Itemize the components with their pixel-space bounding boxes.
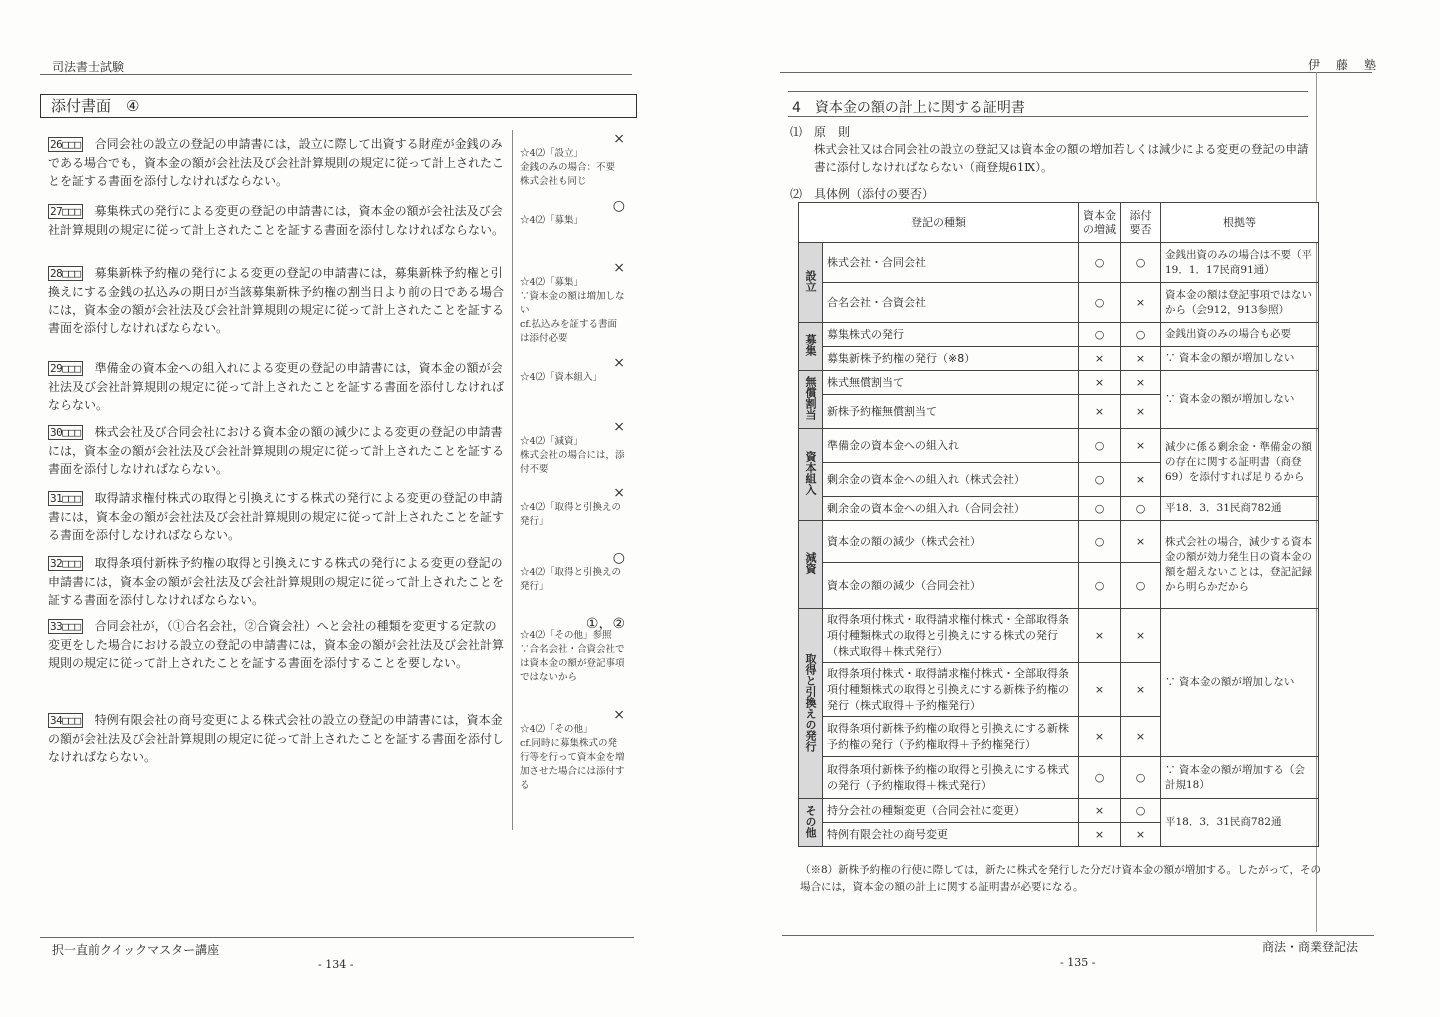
table-row — [799, 323, 1319, 347]
principle-heading: ⑴ 原 則 — [790, 125, 851, 139]
attach-cell: × — [1121, 429, 1161, 463]
principle-text: 株式会社又は合同会社の設立の登記又は資本金の額の増加若しくは減少による変更の登記の申請書に添付しなければならない（商登規61Ⅸ）。 — [814, 142, 1309, 174]
question-item — [48, 135, 508, 190]
col-header-kind: 登記の種類 — [799, 203, 1079, 243]
question-text: 特例有限会社の商号変更による株式会社の設立の登記の申請書には，資本金の額が会社法及び会社計算規則の規定に従って計上されたことを証する書面を添付しなければならない。 — [48, 713, 505, 764]
kind-cell: 新株予約権無償割当て — [823, 395, 1079, 429]
section-title: 添付書面 ④ — [40, 94, 637, 118]
example-heading: ⑵ 具体例（添付の要否） — [790, 187, 935, 201]
attach-cell: ○ — [1121, 799, 1161, 823]
registration-table — [798, 202, 1319, 847]
change-cell: × — [1079, 609, 1121, 663]
answer-note: ☆4⑵「資本組入」 — [520, 372, 603, 383]
answer-note: ☆4⑵「その他」参照 ∵合名会社・合資会社では資本金の額が登記事項ではないから — [520, 630, 625, 683]
attach-cell: × — [1121, 717, 1161, 757]
group-label — [799, 521, 823, 609]
group-label-text: 設立 — [804, 270, 817, 292]
answer-note: ☆4⑵「設立」 金銭のみの場合：不要 株式会社も同じ — [520, 148, 616, 187]
question-number: 30□□□ — [50, 426, 81, 439]
question-item — [48, 359, 508, 414]
question-item — [48, 264, 508, 337]
left-footer-rule — [40, 937, 634, 938]
change-cell: × — [1079, 823, 1121, 847]
attach-cell: ○ — [1121, 497, 1161, 521]
kind-cell: 剰余金の資本金への組入れ（合同会社） — [823, 497, 1079, 521]
left-footer: 択一直前クイックマスター講座 — [52, 943, 220, 957]
kind-cell: 資本金の額の減少（株式会社） — [823, 521, 1079, 563]
attach-cell: × — [1121, 283, 1161, 323]
right-page — [720, 0, 1440, 1017]
answer-note: ☆4⑵「募集」 ∵資本金の額は増加しない cf.払込みを証する書面は添付必要 — [520, 277, 625, 344]
attach-cell: × — [1121, 823, 1161, 847]
basis-cell: 平18．3．31民商782通 — [1161, 497, 1319, 521]
attach-cell: ○ — [1121, 563, 1161, 609]
group-label — [799, 609, 823, 799]
right-header: 伊 藤 塾 — [1308, 58, 1379, 72]
group-label — [799, 323, 823, 371]
kind-cell: 取得条項付新株予約権の取得と引換えにする株式の発行（予約権取得＋株式発行） — [823, 757, 1079, 799]
question-number: 26□□□ — [50, 138, 81, 151]
table-row — [799, 429, 1319, 463]
question-text: 準備金の資本金への組入れによる変更の登記の申請書には，資本金の額が会社法及び会社計算規則の規定に従って計上されたことを証する書面を添付しなければならない。 — [48, 361, 505, 412]
question-number: 29□□□ — [50, 362, 81, 375]
answer-divider — [512, 130, 513, 830]
attach-cell: × — [1121, 663, 1161, 717]
question-text: 株式会社及び合同会社における資本金の額の減少による変更の登記の申請書には，資本金の額が会社法及び会社計算規則の規定に従って計上されたことを証する書面を添付しなければならない。 — [48, 425, 505, 476]
answer-mark: ○ — [612, 550, 625, 566]
basis-cell: 株式会社の場合，減少する資本金の額が効力発生日の資本金の額を超えないことは，登記記録から明らかだから — [1161, 521, 1319, 609]
answer-mark: × — [613, 485, 625, 501]
right-page-number: - 135 - — [1060, 956, 1096, 969]
basis-cell: 資本金の額は登記事項ではないから（会912，913参照） — [1161, 283, 1319, 323]
change-cell: ○ — [1079, 463, 1121, 497]
col-header-change: 資本金の増減 — [1079, 203, 1121, 243]
kind-cell: 取得条項付株式・取得請求権付株式・全部取得条項付種類株式の取得と引換えにする新株予約権の発行（株式取得＋予約権発行） — [823, 663, 1079, 717]
change-cell: ○ — [1079, 757, 1121, 799]
question-item — [48, 711, 508, 766]
group-label — [799, 429, 823, 521]
change-cell: × — [1079, 371, 1121, 395]
left-page-number: - 134 - — [318, 958, 354, 971]
footnote: （※8）新株予約権の行使に際しては，新たに株式を発行した分だけ資本金の額が増加する。したがって，その場合には，資本金の額の計上に関する証明書が必要になる。 — [800, 864, 1321, 893]
question-text: 合同会社の設立の登記の申請書には，設立に際して出資する財産が金銭のみである場合でも，資本金の額が会社法及び会社計算規則の規定に従って計上されたことを証する書面を添付しなければならない。 — [48, 137, 505, 188]
answer-note: ☆4⑵「取得と引換えの発行」 — [520, 502, 622, 527]
basis-cell: ∵ 資本金の額が増加しない — [1161, 371, 1319, 429]
answer-mark: ○ — [612, 198, 625, 214]
question-number: 32□□□ — [50, 557, 81, 570]
question-item — [48, 423, 508, 478]
change-cell: × — [1079, 717, 1121, 757]
attach-cell: × — [1121, 395, 1161, 429]
group-label-text: 無償割当 — [804, 376, 817, 420]
title-top-rule — [788, 91, 1308, 92]
group-label — [799, 243, 823, 323]
kind-cell: 募集株式の発行 — [823, 323, 1079, 347]
attach-cell: × — [1121, 609, 1161, 663]
kind-cell: 募集新株予約権の発行（※8） — [823, 347, 1079, 371]
basis-cell: 金銭出資のみの場合は不要（平19．1．17民商91通） — [1161, 243, 1319, 283]
right-footer: 商法・商業登記法 — [1262, 940, 1359, 954]
change-cell: × — [1079, 347, 1121, 371]
question-text: 合同会社が，（①合名会社，②合資会社）へと会社の種類を変更する定款の変更をした場合における設立の登記の申請書には，資本金の額が会社法及び会社計算規則の規定に従って計上されたことを証する書面を添付することを要しない。 — [48, 619, 505, 670]
group-label — [799, 371, 823, 429]
col-header-basis: 根拠等 — [1161, 203, 1319, 243]
question-number: 27□□□ — [50, 205, 81, 218]
kind-cell: 準備金の資本金への組入れ — [823, 429, 1079, 463]
change-cell: ○ — [1079, 429, 1121, 463]
kind-cell: 剰余金の資本金への組入れ（株式会社） — [823, 463, 1079, 497]
section-heading: 4 資本金の額の計上に関する証明書 — [792, 100, 1025, 116]
col-header-attach: 添付要否 — [1121, 203, 1161, 243]
basis-cell: 平18．3．31民商782通 — [1161, 799, 1319, 847]
table-body — [799, 243, 1319, 847]
basis-cell: ∵ 資本金の額が増加する（会計規18） — [1161, 757, 1319, 799]
question-number: 28□□□ — [50, 267, 81, 280]
answer-note: ☆4⑵「減資」 株式会社の場合には，添付不要 — [520, 436, 625, 475]
answer-mark: × — [613, 355, 625, 371]
question-number: 33□□□ — [50, 620, 81, 633]
attach-cell: ○ — [1121, 757, 1161, 799]
kind-cell: 取得条項付株式・取得請求権付株式・全部取得条項付種類株式の取得と引換えにする株式の発行（株式取得＋株式発行） — [823, 609, 1079, 663]
table-row — [799, 283, 1319, 323]
table-row — [799, 521, 1319, 563]
question-text: 取得条項付新株予約権の取得と引換えにする株式の発行による変更の登記の申請書には，資本金の額が会社法及び会社計算規則の規定に従って計上されたことを証する書面を添付しなければならない。 — [48, 556, 505, 607]
question-text: 募集株式の発行による変更の登記の申請書には，資本金の額が会社法及び会社計算規則の規定に従って計上されたことを証する書面を添付しなければならない。 — [48, 204, 505, 237]
basis-cell: ∵ 資本金の額が増加しない — [1161, 609, 1319, 757]
kind-cell: 資本金の額の減少（合同会社） — [823, 563, 1079, 609]
table-row — [799, 243, 1319, 283]
change-cell: ○ — [1079, 243, 1121, 283]
answer-mark: × — [613, 707, 625, 723]
kind-cell: 株式無償割当て — [823, 371, 1079, 395]
answer-mark: × — [613, 260, 625, 276]
change-cell: × — [1079, 663, 1121, 717]
group-label-text: 取得と引換えの発行 — [804, 652, 817, 752]
right-header-rule — [780, 72, 1372, 73]
attach-cell: × — [1121, 347, 1161, 371]
table-row — [799, 497, 1319, 521]
kind-cell: 取得条項付新株予約権の取得と引換えにする新株予約権の発行（予約権取得＋予約権発行） — [823, 717, 1079, 757]
question-item — [48, 554, 508, 609]
attach-cell: × — [1121, 371, 1161, 395]
table-row — [799, 757, 1319, 799]
kind-cell: 特例有限会社の商号変更 — [823, 823, 1079, 847]
left-header-rule — [40, 74, 632, 75]
answer-mark: × — [613, 131, 625, 147]
answer-note: ☆4⑵「募集」 — [520, 215, 584, 226]
answer-note: ☆4⑵「その他」 cf.同時に募集株式の発行等を行って資本金を増加させた場合には添付する — [520, 724, 625, 791]
basis-cell: 金銭出資のみの場合も必要 — [1161, 323, 1319, 347]
basis-cell: ∵ 資本金の額が増加しない — [1161, 347, 1319, 371]
table-row — [799, 609, 1319, 663]
question-number: 31□□□ — [50, 492, 81, 505]
answer-mark: ①，② — [585, 616, 625, 632]
question-item — [48, 617, 508, 672]
title-bottom-rule — [788, 116, 1308, 117]
change-cell: × — [1079, 395, 1121, 429]
table-row — [799, 371, 1319, 395]
left-header: 司法書士試験 — [52, 60, 125, 74]
kind-cell: 株式会社・合同会社 — [823, 243, 1079, 283]
attach-cell: × — [1121, 521, 1161, 563]
question-text: 取得請求権付株式の取得と引換えにする株式の発行による変更の登記の申請書には，資本金の額が会社法及び会社計算規則の規定に従って計上されたことを証する書面を添付しなければならない。 — [48, 491, 505, 542]
group-label-text: 資本組入 — [804, 451, 817, 495]
answer-note: ☆4⑵「取得と引換えの発行」 — [520, 567, 622, 592]
change-cell: ○ — [1079, 283, 1121, 323]
question-number: 34□□□ — [50, 714, 81, 727]
group-label-text: 減資 — [804, 552, 817, 574]
table-row — [799, 347, 1319, 371]
answer-mark: × — [613, 419, 625, 435]
attach-cell: ○ — [1121, 243, 1161, 283]
change-cell: ○ — [1079, 521, 1121, 563]
group-label-text: その他 — [804, 804, 817, 838]
question-item — [48, 489, 508, 544]
kind-cell: 持分会社の種類変更（合同会社に変更） — [823, 799, 1079, 823]
attach-cell: ○ — [1121, 323, 1161, 347]
group-label — [799, 799, 823, 847]
attach-cell: × — [1121, 463, 1161, 497]
change-cell: × — [1079, 799, 1121, 823]
question-item — [48, 202, 508, 239]
basis-cell: 減少に係る剰余金・準備金の額の存在に関する証明書（商登69）を添付すれば足りるから — [1161, 429, 1319, 497]
group-label-text: 募集 — [804, 334, 817, 356]
right-footer-rule — [782, 935, 1374, 936]
change-cell: ○ — [1079, 563, 1121, 609]
kind-cell: 合名会社・合資会社 — [823, 283, 1079, 323]
change-cell: ○ — [1079, 497, 1121, 521]
question-text: 募集新株予約権の発行による変更の登記の申請書には，募集新株予約権と引換えにする金銭の払込みの期日が当該募集新株予約権の割当日より前の日である場合には，資本金の額が会社法及び会社計算規則の規定に従って計上されたことを証する書面を添付しなければならない。 — [48, 266, 505, 335]
change-cell: ○ — [1079, 323, 1121, 347]
table-row — [799, 799, 1319, 823]
